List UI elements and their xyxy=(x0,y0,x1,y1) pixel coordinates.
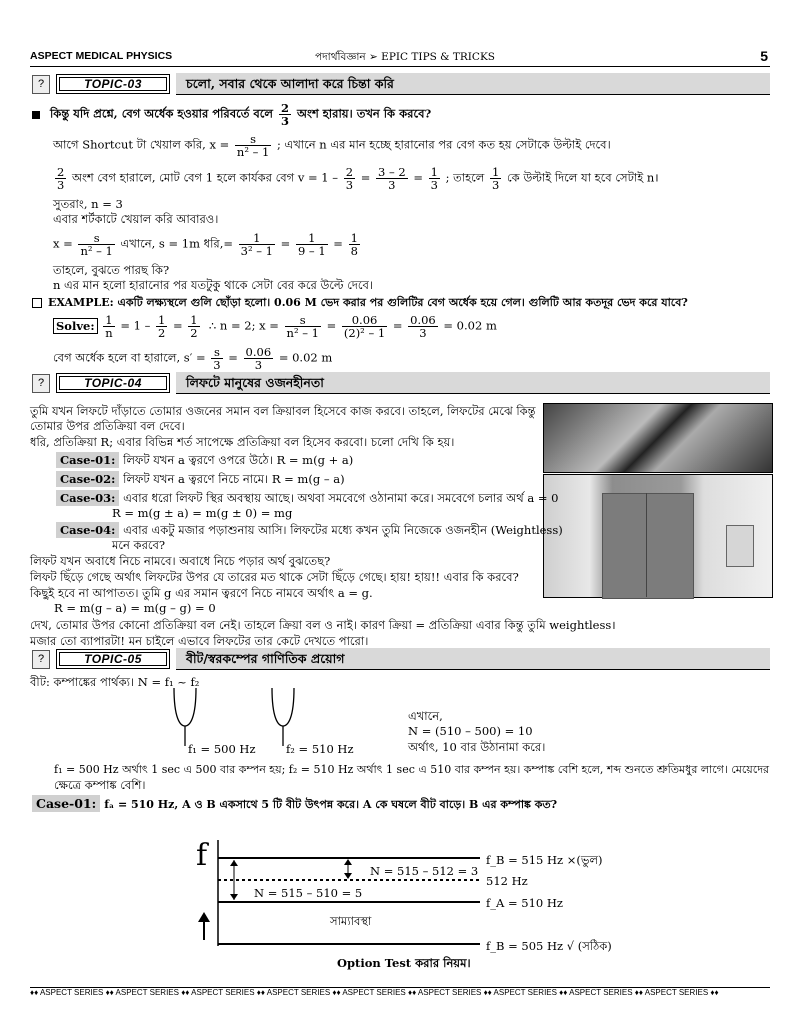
question: কিন্তু যদি প্রশ্নে, বেগ অর্ধেক হওয়ার পরিবর্তে বলে $\frac{2}{3}$ অংশ হারায়। তখন কি করবে? xyxy=(32,102,431,127)
tuning-forks-diagram xyxy=(160,688,320,748)
text-line: এখানে, xyxy=(408,709,443,723)
text-line: সুতরাং, n = 3 xyxy=(53,197,123,211)
help-icon: ? xyxy=(32,374,50,393)
shortcut-line: আগে Shortcut টা খেয়াল করি, x = $\frac{s}{\text{n² – 1}}$ ; এখানে n এর মান হচ্ছে হারানোর পর বেগ কত হয় সেটাকে উল্টাই দেবে। xyxy=(53,132,611,159)
result-line: বেগ অর্ধেক হলে বা হারালে, s′ = $\frac{s}{3}$ = $\frac{0.06}{3}$ = 0.02 m xyxy=(53,345,333,372)
text-line: f₁ = 500 Hz অর্থাৎ 1 sec এ 500 বার কম্পন হয়; f₂ = 510 Hz অর্থাৎ 1 sec এ 510 বার কম্পন হয়। কম্পাঙ্ক বেশি হলে, শব্দ শুনতে শ্রুতিমধুর লাগে। মেয়েদের xyxy=(54,763,770,776)
text-line: লিফট ছিঁড়ে গেছে অর্থাৎ লিফটের উপর যে তারের মত থাকে সেটা ছিঁড়ে গেছে। হায়! হায়!! এবার কি করবে? xyxy=(30,570,519,584)
case-label: Case-02: xyxy=(56,471,119,487)
case-01-row: Case-01: fₐ = 510 Hz, A ও B একসাথে 5 টি বীট উৎপন্ন করে। A কে ঘষলে বীট বাড়ে। B এর কম্পাঙ্ক কত? xyxy=(32,796,557,815)
fb-wrong-label: f_B = 515 Hz ×(ভুল) xyxy=(486,853,603,867)
topic-title: লিফটে মানুষের ওজনহীনতা xyxy=(176,372,770,394)
equation: R = m(g ± a) = m(g ± 0) = mg xyxy=(112,506,293,520)
hz512-label: 512 Hz xyxy=(486,874,528,888)
text-line: এবার শর্টকাটে খেয়াল করি আবারও। xyxy=(53,212,219,226)
beat-definition: বীট: কম্পাঙ্কের পার্থক্য। N = f₁ ~ f₂ xyxy=(30,675,200,689)
page-header xyxy=(30,50,770,67)
diagram-caption: Option Test করার নিয়ম। xyxy=(337,956,471,970)
fork-1-label: f₁ = 500 Hz xyxy=(188,742,256,756)
elevator-shaft-image xyxy=(543,403,773,473)
page-footer: ♦♦ ASPECT SERIES ♦♦ ASPECT SERIES ♦♦ ASPECT SERIES ♦♦ ASPECT SERIES ♦♦ ASPECT SERIES ♦♦ ASPECT SERIES ♦♦ ASPECT SERIES ♦♦ ASPECT SERIES ♦♦ ASPECT SERIES ♦♦ xyxy=(30,987,770,998)
text-line: লিফট যখন অবাধে নিচে নামবে। অবাধে নিচে পড়ার অর্থ বুঝতেছ? xyxy=(30,554,331,568)
book-title: ASPECT MEDICAL PHYSICS xyxy=(30,50,173,62)
example: EXAMPLE: একটি লক্ষ্যস্থলে গুলি ছোঁড়া হলো। 0.06 M ভেদ করার পর গুলিটির বেগ অর্ধেক হয়ে গেল। গুলিটি আর কতদূর ভেদ করে যাবে? xyxy=(32,294,688,313)
formula-line: x = $\frac{s}{\text{n² – 1}}$ এখানে, s = 1m ধরি,= $\frac{1}{\text{3² – 1}}$ = $\frac{1}{9 - 1}$ = $\frac{1}{8}$ xyxy=(53,231,358,258)
frequency-axis-label: f xyxy=(196,838,208,873)
bullet-square-icon xyxy=(32,111,40,119)
text-line: দেখ, তোমার উপর কোনো প্রতিক্রিয়া বল নেই। তাহলে ক্রিয়া বল ও নাই। কারণ ক্রিয়া = প্রতিক্রিয়া এবার কিন্তু তুমি weightless। xyxy=(30,618,616,632)
fb-correct-label: f_B = 505 Hz √ (সঠিক) xyxy=(486,939,612,953)
chapter-title: পদার্থবিজ্ঞান ➢ EPIC TIPS & TRICKS xyxy=(315,51,495,63)
topic-title: চলো, সবার থেকে আলাদা করে চিন্তা করি xyxy=(176,73,770,95)
equation: N = (510 – 500) = 10 xyxy=(408,724,533,738)
text-line: তাহলে, বুঝতে পারছ কি? xyxy=(53,263,170,277)
case-label: Case-03: xyxy=(56,490,119,506)
topic-05-header xyxy=(30,648,770,670)
fraction-line: $\frac{2}{3}$ অংশ বেগ হারালে, মোট বেগ 1 হলে কার্যকর বেগ v = 1 – $\frac{2}{3}$ = $\frac{3 - 2}{3}$ = $\frac{1}{3}$ ; তাহলে $\frac{1}{3}$ কে উল্টাই দিলে যা হবে সেটাই n। xyxy=(57,165,659,192)
topic-badge: TOPIC-04 xyxy=(56,373,170,393)
case-row: Case-02: লিফট যখন a ত্বরণে নিচে নামে। R = m(g – a) xyxy=(56,471,345,490)
case-row: Case-01: লিফট যখন a ত্বরণে ওপরে উঠে। R = m(g + a) xyxy=(56,452,353,471)
page-number: 5 xyxy=(760,48,768,64)
text-line: অর্থাৎ, 10 বার উঠানামা করে। xyxy=(408,740,546,754)
text-line: তোমার উপর প্রতিক্রিয়া বল দেবে। xyxy=(30,419,185,433)
n2-label: N = 515 – 510 = 5 xyxy=(254,886,363,900)
fa-label: f_A = 510 Hz xyxy=(486,896,563,910)
solve-line: Solve: $\frac{1}{n}$ = 1 – $\frac{1}{2}$ = $\frac{1}{2}$ ∴ n = 2; x = $\frac{s}{\text{n² – 1}}$ = $\frac{0.06}{\text{(2)² – 1}}$ = $\frac{0.06}{3}$ = 0.02 m xyxy=(53,314,497,339)
case-row: Case-03: এবার ধরো লিফট স্থির অবস্থায় আছে। অথবা সমবেগে ওঠানামা করে। সমবেগে চলার অর্থ a = 0 xyxy=(56,490,559,509)
text-line: ধরি, প্রতিক্রিয়া R; এবার বিভিন্ন শর্ত সাপেক্ষে প্রতিক্রিয়া বল হিসেব করবো। চলো দেখি কি হয়। xyxy=(30,435,455,449)
elevator-door-image xyxy=(543,474,773,598)
fork-2-label: f₂ = 510 Hz xyxy=(286,742,354,756)
help-icon: ? xyxy=(32,75,50,94)
equation: R = m(g – a) = m(g – g) = 0 xyxy=(54,601,216,615)
topic-badge: TOPIC-05 xyxy=(56,649,170,669)
bullet-box-icon xyxy=(32,298,42,308)
solve-label: Solve: xyxy=(53,318,98,334)
topic-03-header xyxy=(30,73,770,95)
equilibrium-label: সাম্যাবস্থা xyxy=(330,914,372,928)
text-line: n এর মান হলো হারানোর পর যতটুকু থাকে সেটা বের করে উল্টে দেবে। xyxy=(53,278,374,292)
topic-04-header xyxy=(30,372,770,394)
n1-label: N = 515 – 512 = 3 xyxy=(370,864,479,878)
case-label: Case-01: xyxy=(56,452,119,468)
topic-title: বীট/স্বরকম্পের গাণিতিক প্রয়োগ xyxy=(176,648,770,670)
topic-badge: TOPIC-03 xyxy=(56,74,170,94)
text-line: মজার তো ব্যাপারটা! মন চাইলে এভাবে লিফটের তার কেটে দেখতে পারো। xyxy=(30,634,369,648)
case-row: Case-04: এবার একটু মজার পড়াশুনায় আসি। লিফটের মধ্যে কখন তুমি নিজেকে ওজনহীন (Weightless) xyxy=(56,522,563,541)
case-label: Case-04: xyxy=(56,522,119,538)
text-line: কিছুই হবে না আপাতত। তুমি g এর সমান ত্বরণে নিচে নামবে অর্থাৎ a = g. xyxy=(30,586,373,600)
help-icon: ? xyxy=(32,650,50,669)
text-line: তুমি যখন লিফটে দাঁড়াতে তোমার ওজনের সমান বল ক্রিয়াবল হিসেবে কাজ করবে। তাহলে, লিফটের মেঝে কিন্তু xyxy=(30,404,536,418)
text-line: ক্ষেত্রে কম্পাঙ্ক বেশি। xyxy=(54,778,146,792)
case-label: Case-01: xyxy=(32,795,100,812)
text-line: মনে করবে? xyxy=(112,538,166,552)
